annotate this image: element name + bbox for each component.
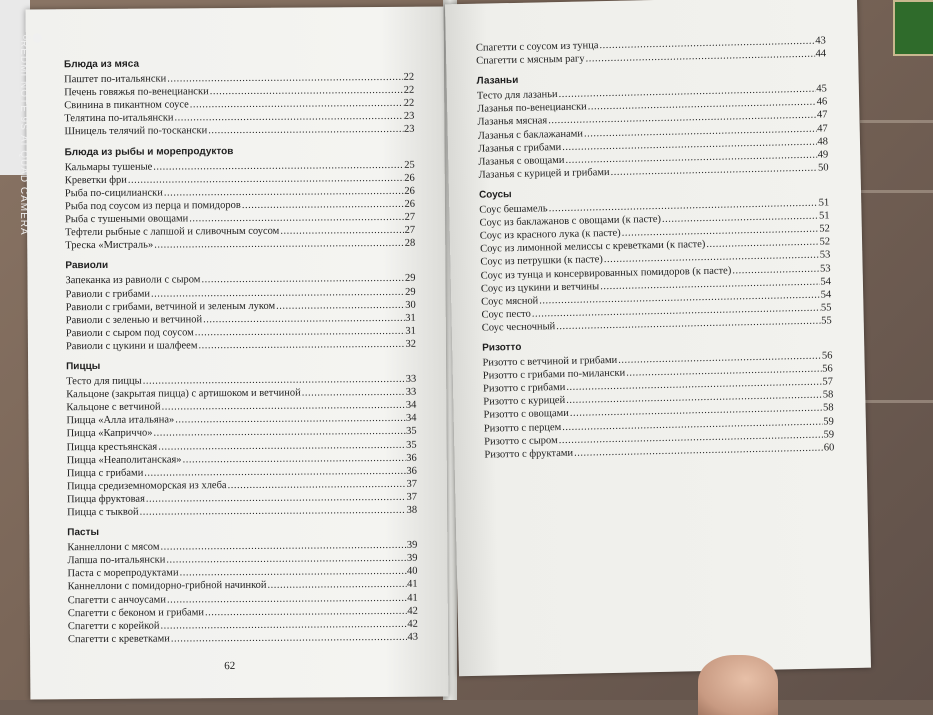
toc-entry-page: 58: [822, 389, 834, 401]
toc-entry-title: Соус чесночный: [481, 321, 556, 334]
toc-entry-page: 22: [403, 98, 415, 110]
toc-entry-page: 52: [819, 223, 830, 235]
toc-entry-title: Телятина по-итальянски: [64, 112, 174, 125]
toc-entry-title: Рыба под соусом из перца и помидоров: [64, 199, 241, 213]
toc-entry-title: Рыба с тушеными овощами: [65, 213, 189, 226]
toc-entry-page: 31: [405, 325, 416, 337]
toc-entry-title: Равиоли с зеленью и ветчиной: [65, 313, 203, 326]
toc-entry-page: 53: [820, 262, 831, 275]
toc-entry-page: 48: [817, 136, 829, 148]
toc-entry-title: Ризотто с грибами: [482, 382, 566, 395]
toc-entry-title: Ризотто с перцем: [483, 421, 562, 435]
toc-entry-title: Креветки фри: [64, 174, 127, 186]
toc-entry-page: 27: [404, 224, 416, 236]
toc-entry-page: 42: [407, 618, 418, 630]
toc-entry-title: Пицца с тыквой: [67, 506, 139, 519]
toc-entry-title: Тесто для лазаньи: [476, 89, 558, 103]
toc-entry-title: Лазанья по-венециански: [477, 101, 587, 116]
toc-entry-page: 55: [821, 315, 832, 327]
left-page: [26, 7, 449, 700]
toc-entry-page: 58: [822, 402, 834, 414]
toc-entry-title: Соус из петрушки (к пасте): [480, 254, 603, 269]
toc-entry-title: Пицца «Алла итальяна»: [66, 414, 175, 427]
toc-entry-page: 42: [407, 605, 418, 617]
toc-section-title: Соусы: [478, 188, 512, 201]
toc-entry-title: Соус из красного лука (к пасте): [479, 227, 621, 242]
toc-entry-page: 23: [403, 111, 415, 123]
toc-entry-page: 59: [823, 415, 834, 428]
toc-entry-title: Ризотто с сыром: [484, 434, 558, 448]
toc-entry-title: Лапша по-итальянски: [67, 554, 166, 567]
toc-entry-page: 43: [815, 35, 826, 47]
toc-entry-title: Печень говяжья по-венециански: [64, 86, 209, 99]
toc-entry-page: 40: [406, 566, 418, 578]
toc-section-title: Пиццы: [66, 360, 101, 373]
toc-entry-page: 46: [816, 96, 828, 109]
camera-lens-icon: ∞●: [22, 30, 43, 44]
toc-leader-dots: [140, 504, 406, 519]
toc-entry-title: Треска «Мистраль»: [65, 239, 154, 252]
toc-entry-title: Свинина в пикантном соусе: [64, 99, 189, 112]
toc-entry-page: 22: [403, 84, 415, 97]
toc-entry-page: 39: [406, 539, 418, 552]
toc-entry-title: Спагетти с корейкой: [67, 620, 160, 632]
toc-entry-page: 33: [405, 386, 417, 398]
toc-entry-page: 36: [406, 452, 417, 464]
toc-leader-dots: [280, 224, 403, 238]
toc-entry-page: 52: [819, 236, 831, 248]
toc-entry-title: Спагетти с мясным рагу: [476, 53, 585, 67]
toc-entry-title: Пицца с грибами: [66, 467, 144, 479]
toc-entry-title: Соус бешамель: [479, 203, 548, 216]
toc-entry-title: Кальцоне с ветчиной: [66, 401, 161, 414]
table-of-contents-left: [64, 49, 418, 646]
toc-entry-page: 34: [405, 413, 417, 425]
toc-entry: [66, 338, 416, 354]
toc-entry-page: 26: [404, 198, 416, 210]
toc-entry-page: 39: [406, 553, 418, 565]
page-number: 62: [224, 660, 236, 673]
toc-entry-page: 47: [817, 122, 828, 135]
watermark-line-2: AI QUAD CAMERA: [18, 134, 29, 236]
toc-entry-page: 43: [407, 631, 419, 643]
toc-entry-page: 26: [404, 172, 415, 184]
toc-section-title: Лазаньи: [476, 75, 519, 87]
toc-entry-title: Лазанья мясная: [477, 115, 548, 129]
toc-entry-title: Соус из лимонной мелиссы с креветками (к пасте): [480, 239, 706, 256]
toc-entry-title: Рыба по-сицилиански: [64, 187, 163, 200]
toc-entry-title: Лазанья с курицей и грибами: [478, 166, 610, 181]
toc-section-title: Блюда из рыбы и морепродуктов: [64, 145, 234, 158]
toc-entry-page: 59: [823, 428, 835, 441]
toc-entry-title: Пицца «Каприччо»: [66, 428, 153, 440]
watermark-line-1: REDMI NOTE 9S: [18, 40, 29, 131]
toc-entry-page: 34: [405, 399, 417, 412]
toc-entry-page: 31: [405, 312, 416, 324]
toc-entry-page: 28: [404, 237, 416, 250]
toc-entry-page: 45: [816, 83, 827, 95]
toc-entry-page: 51: [818, 210, 830, 222]
toc-entry-page: 51: [818, 197, 830, 209]
toc-entry-page: 29: [405, 286, 416, 298]
toc-entry-title: Соус песто: [481, 308, 531, 321]
toc-entry-title: Каннеллони с помидорно-грибной начинкой: [67, 580, 267, 593]
toc-entry-title: Паста с морепродуктами: [67, 567, 179, 580]
toc-leader-dots: [228, 478, 406, 492]
toc-entry-page: 41: [407, 579, 418, 591]
toc-entry: [68, 631, 418, 647]
toc-entry-title: Равиоли с грибами: [65, 288, 151, 300]
toc-entry-page: 27: [404, 211, 416, 223]
toc-entry-title: Ризотто с фруктами: [484, 447, 574, 461]
toc-entry-title: Кальмары тушеные: [64, 161, 153, 173]
toc-entry-title: Лазанья с грибами: [477, 141, 562, 155]
toc-entry-title: Паштет по-итальянски: [64, 73, 167, 86]
green-book-corner: [893, 0, 933, 56]
toc-entry-title: Каннеллони с мясом: [67, 541, 160, 554]
toc-entry-title: Соус мясной: [481, 295, 539, 308]
right-page: [445, 0, 871, 676]
toc-entry-page: 54: [820, 275, 832, 288]
toc-leader-dots: [154, 237, 404, 252]
floor-tile-seam: [860, 400, 933, 403]
toc-leader-dots: [242, 198, 404, 212]
toc-entry-title: Тефтели рыбные с лапшой и сливочным соусом: [65, 225, 280, 239]
toc-entry-page: 33: [405, 373, 417, 385]
toc-entry-title: Равиоли с цукини и шалфеем: [65, 340, 198, 353]
toc-entry-page: 57: [822, 376, 834, 388]
toc-entry-title: Лазанья с баклажанами: [477, 128, 584, 142]
toc-entry-page: 26: [404, 185, 415, 197]
toc-entry-page: 30: [405, 299, 416, 311]
toc-entry-title: Пицца «Неаполитанская»: [66, 454, 182, 466]
table-of-contents-right: [476, 34, 835, 461]
toc-entry-page: 56: [822, 363, 833, 375]
toc-section-title: Блюда из мяса: [63, 58, 140, 71]
toc-entry-page: 25: [404, 159, 415, 171]
camera-watermark: [18, 40, 29, 235]
toc-entry-page: 54: [820, 289, 832, 301]
toc-entry-title: Равиоли с сыром под соусом: [65, 327, 194, 339]
toc-entry-page: 55: [820, 302, 832, 314]
toc-entry-title: Пицца средиземноморская из хлеба: [66, 479, 227, 493]
toc-entry-title: Спагетти с креветками: [67, 633, 170, 646]
toc-section-title: Пасты: [67, 527, 100, 539]
toc-entry-page: 53: [819, 249, 831, 261]
toc-leader-dots: [210, 84, 403, 98]
toc-entry: [67, 504, 417, 520]
toc-leader-dots: [198, 338, 404, 353]
toc-leader-dots: [171, 631, 407, 646]
toc-entry-title: Кальцоне (закрытая пицца) с артишоком и ветчиной: [66, 387, 301, 401]
toc-entry-title: Спагетти с анчоусами: [67, 594, 166, 606]
finger: [698, 655, 778, 715]
toc-entry-title: Пицца фруктовая: [66, 493, 145, 506]
toc-entry-page: 38: [406, 504, 418, 516]
toc-entry-page: 49: [817, 149, 829, 161]
toc-entry-page: 56: [821, 350, 833, 362]
toc-entry: [64, 123, 414, 139]
floor-tile-seam: [860, 190, 933, 193]
toc-entry-page: 22: [403, 71, 415, 83]
toc-entry-page: 23: [403, 124, 415, 136]
toc-entry-title: Тесто для пиццы: [66, 375, 142, 388]
toc-entry-title: Соус из тунца и консервированных помидоров (к пасте): [480, 264, 732, 282]
toc-section-title: Ризотто: [482, 341, 522, 354]
toc-entry-title: Шницель телячий по-тоскански: [64, 125, 208, 138]
toc-entry-page: 35: [406, 426, 417, 438]
toc-entry-title: Лазанья с овощами: [478, 154, 565, 168]
toc-entry-title: Пицца крестьянская: [66, 441, 158, 453]
toc-entry-title: Ризотто с курицей: [483, 395, 566, 409]
toc-entry-page: 36: [406, 465, 417, 477]
toc-entry-page: 41: [407, 592, 418, 604]
toc-entry-page: 50: [817, 162, 829, 174]
toc-entry-page: 29: [404, 273, 416, 285]
toc-leader-dots: [276, 298, 404, 312]
toc-entry: [65, 237, 415, 253]
toc-entry-title: Ризотто с овощами: [483, 408, 569, 422]
toc-entry-page: 44: [815, 48, 827, 60]
toc-entry-title: Соус из баклажанов с овощами (к пасте): [479, 214, 662, 229]
toc-entry-title: Ризотто с ветчиной и грибами: [482, 354, 618, 369]
toc-entry-title: Соус из цукини и ветчины: [480, 280, 600, 295]
toc-entry-title: Ризотто с грибами по-милански: [482, 367, 626, 382]
toc-entry-title: Запеканка из равиоли с сыром: [65, 274, 201, 287]
toc-entry-page: 32: [405, 338, 416, 350]
toc-entry-title: Спагетти с соусом из тунца: [475, 40, 599, 54]
toc-entry-page: 37: [406, 478, 417, 490]
toc-entry-page: 47: [816, 109, 828, 122]
toc-entry-page: 35: [406, 439, 417, 451]
toc-entry-title: Равиоли с грибами, ветчиной и зеленым луком: [65, 300, 276, 313]
toc-entry-page: 37: [406, 491, 418, 503]
toc-leader-dots: [302, 386, 405, 400]
toc-leader-dots: [208, 123, 403, 137]
toc-section-title: Равиоли: [65, 260, 109, 272]
toc-leader-dots: [267, 578, 406, 592]
floor-tile-seam: [860, 120, 933, 123]
toc-entry-title: Спагетти с беконом и грибами: [67, 606, 204, 619]
toc-entry-page: 60: [823, 442, 835, 454]
